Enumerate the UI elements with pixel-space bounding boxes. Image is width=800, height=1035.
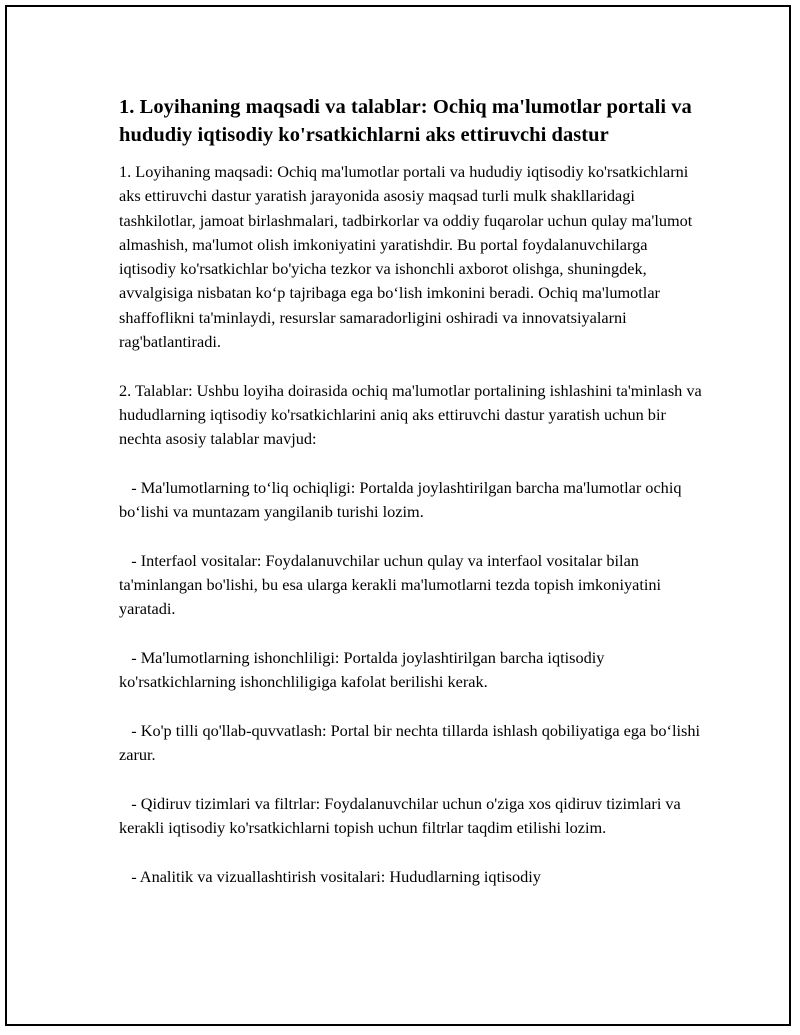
requirement-text: - Ma'lumotlarning to‘liq ochiqligi: Portalda joylashtirilgan barcha ma'lumotlar ochiq bo‘lishi va muntazam yangilanib turishi lozim. <box>119 477 682 522</box>
document-body <box>119 93 704 913</box>
requirement-item-reliability <box>119 646 704 695</box>
requirement-text: - Qidiruv tizimlari va filtrlar: Foydalanuvchilar uchun o'ziga xos qidiruv tizimlari va kerakli iqtisodiy ko'rsatkichlarni topish uchun filtrlar taqdim etilishi lozim. <box>119 793 681 838</box>
requirement-text: - Ko'p tilli qo'llab-quvvatlash: Portal bir nechta tillarda ishlash qobiliyatiga ega bo‘lishi zarur. <box>119 720 701 765</box>
paragraph-goal: 1. Loyihaning maqsadi: Ochiq ma'lumotlar portali va hududiy iqtisodiy ko'rsatkichlarni aks ettiruvchi dastur yaratish jarayonida asosiy maqsad turli mulk shakllaridagi tashkilotlar, jamoat birlashmalari, tadbirkorlar va oddiy fuqarolar uchun qulay ma'lumot almashish, ma'lumot olish imkoniyatini yaratishdir. Bu portal foydalanuvchilarga iqtisodiy ko'rsatkichlar bo'yicha tezkor va ishonchli axborot olishga, shuningdek, avvalgisiga nisbatan ko‘p tajribaga ega bo‘lish imkonini beradi. Ochiq ma'lumotlar shaffoflikni ta'minlaydi, resurslar samaradorligini oshiradi va innovatsiyalarni rag'batlantiradi. <box>119 162 693 352</box>
requirement-item-interactive-tools <box>119 549 704 622</box>
requirement-text: - Analitik va vizuallashtirish vositalari: Hududlarning iqtisodiy <box>131 866 541 886</box>
requirement-text: - Interfaol vositalar: Foydalanuvchilar uchun qulay va interfaol vositalar bilan ta'minlangan bo'lishi, bu esa ularga kerakli ma'lumotlarni tezda topish imkoniyatini yaratadi. <box>119 550 662 619</box>
requirement-item-search-filters <box>119 792 704 841</box>
requirement-item-analytics <box>119 865 704 889</box>
requirement-item-multilingual <box>119 719 704 768</box>
paragraph-requirements: 2. Talablar: Ushbu loyiha doirasida ochiq ma'lumotlar portalining ishlashini ta'minlash va hududlarning iqtisodiy ko'rsatkichlarini aniq aks ettiruvchi dastur yaratish uchun bir nechta asosiy talablar mavjud: <box>119 380 702 449</box>
document-heading: 1. Loyihaning maqsadi va talablar: Ochiq ma'lumotlar portali va hududiy iqtisodiy ko'rsatkichlarni aks ettiruvchi dastur <box>119 96 692 146</box>
requirement-text: - Ma'lumotlarning ishonchliligi: Portalda joylashtirilgan barcha iqtisodiy ko'rsatkichlarning ishonchliligiga kafolat berilishi kerak. <box>119 647 605 692</box>
requirement-item-openness <box>119 476 704 525</box>
